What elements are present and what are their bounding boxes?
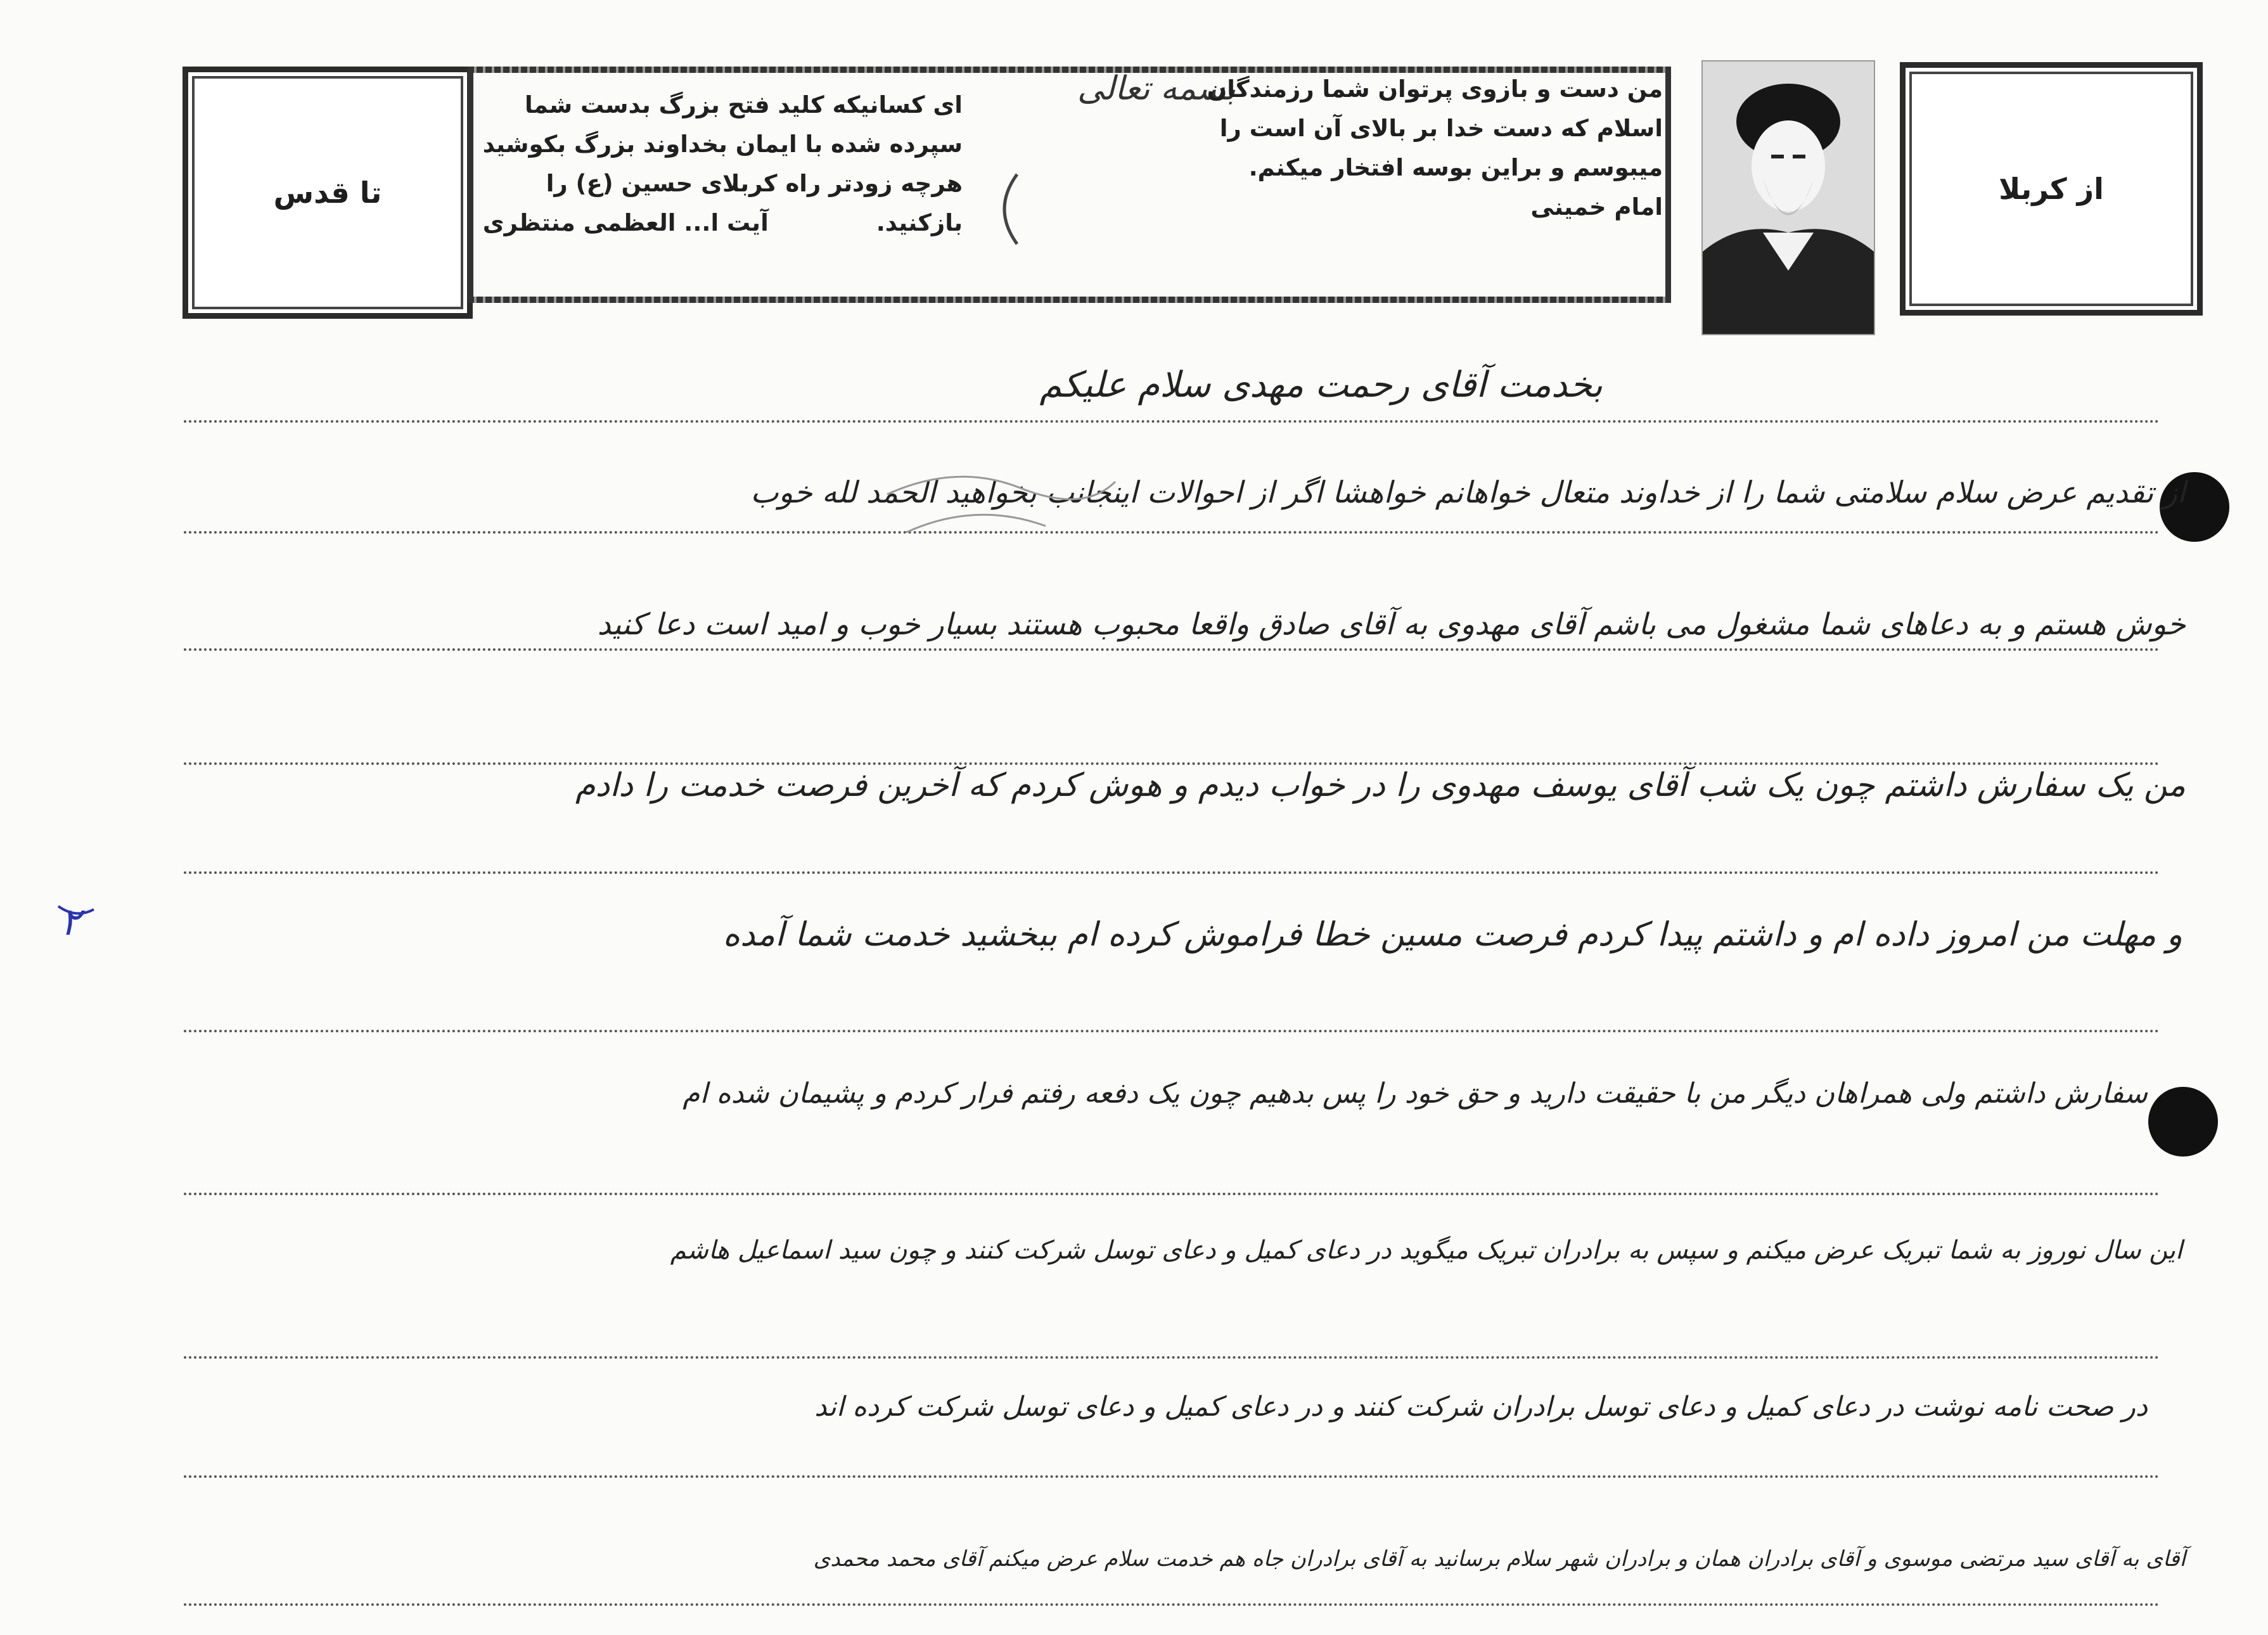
ruled-line [184, 648, 2160, 651]
letter-line: این سال نوروز به شما تبریک عرض میکنم و سپس به برادران تبریک میگوید در دعای کمیل و دعای توسل شرکت کنند و چون سید اسماعیل هاشم [670, 1236, 2182, 1265]
letter-line: آقای به آقای سید مرتضی موسوی و آقای برادران همان و برادران شهر سلام برسانید به آقای برادران جاه هم خدمت سلام عرض میکنم آقای محمد محمدی [813, 1546, 2186, 1572]
khomeini-quote-line: من دست و بازوی پرتوان شما رزمندگان [1207, 75, 1663, 103]
ruled-line [184, 420, 2160, 423]
letter-line: خوش هستم و به دعاهای شما مشغول می باشم آقای مهدوی به آقای صادق واقعا محبوب هستند بسیار خوب و امید است دعا کنید [597, 607, 2186, 642]
ruled-line [184, 531, 2160, 534]
punch-hole [2148, 1087, 2218, 1157]
margin-note: ۲ [60, 900, 81, 944]
left-box [183, 67, 473, 319]
ruled-line [184, 1356, 2160, 1359]
ruled-line [184, 1475, 2160, 1478]
montazeri-quote [483, 86, 963, 243]
khomeini-author: امام خمینی [1530, 193, 1663, 221]
ruled-line [184, 1193, 2160, 1195]
ruled-line [184, 1030, 2160, 1032]
ruled-line [184, 871, 2160, 874]
quote-bracket [989, 171, 1027, 247]
ruled-line [184, 762, 2160, 765]
montazeri-author: آیت ا... العظمی منتظری [482, 209, 769, 236]
letter-line: و مهلت من امروز داده ام و داشتم پیدا کردم فرصت مسین خطا فراموش کرده ام ببخشید خدمت شما آمده [722, 916, 2182, 954]
letter-salutation: بخدمت آقای رحمت مهدی سلام علیکم [1039, 364, 1603, 406]
khomeini-quote [1207, 70, 1663, 227]
montazeri-quote-line: هرچه زودتر راه کربلای حسین (ع) را [546, 170, 963, 197]
letter-line: سفارش داشتم ولی همراهان دیگر من با حقیقت دارید و حق خود را پس بدهیم چون یک دفعه رفتم فرار کردم و پشیمان شده ام [682, 1077, 2148, 1110]
portrait-figure [1703, 61, 1874, 334]
left-box-label: تا قدس [273, 176, 382, 210]
right-box-label: از کربلا [1999, 172, 2104, 206]
khomeini-quote-line: میبوسم و براین بوسه افتخار میکنم. [1248, 154, 1663, 181]
montazeri-last-words: بازکنید. [876, 209, 963, 236]
montazeri-signature-line [483, 203, 963, 243]
ruled-line [184, 1603, 2160, 1606]
banner-bottom-rule [468, 297, 1665, 303]
margin-stroke [57, 903, 95, 922]
letter-line: از تقدیم عرض سلام سلامتی شما را از خداوند متعال خواهانم خواهشا اگر از احوالات اینجانب بخواهید الحمد لله خوب [750, 475, 2186, 510]
letter-line: در صحت نامه نوشت در دعای کمیل و دعای توسل برادران شرکت کنند و در دعای کمیل و دعای توسل شرکت کرده اند [814, 1391, 2148, 1423]
khomeini-quote-line: اسلام که دست خدا بر بالای آن است را [1219, 115, 1663, 142]
banner-divider-left [468, 67, 473, 303]
portrait-photo [1701, 60, 1875, 335]
montazeri-quote-line: ای کسانیکه کلید فتح بزرگ بدست شما [525, 91, 963, 119]
handwritten-heading: بسمه تعالی [1077, 70, 1236, 108]
banner-divider-right [1665, 67, 1671, 303]
right-box [1900, 62, 2203, 316]
montazeri-quote-line: سپرده شده با ایمان بخداوند بزرگ بکوشید [482, 131, 963, 158]
pencil-scribble [881, 456, 1122, 551]
letter-line: من یک سفارش داشتم چون یک شب آقای یوسف مهدوی را در خواب دیدم و هوش کردم که آخرین فرصت خدمت را دادم [575, 767, 2186, 804]
